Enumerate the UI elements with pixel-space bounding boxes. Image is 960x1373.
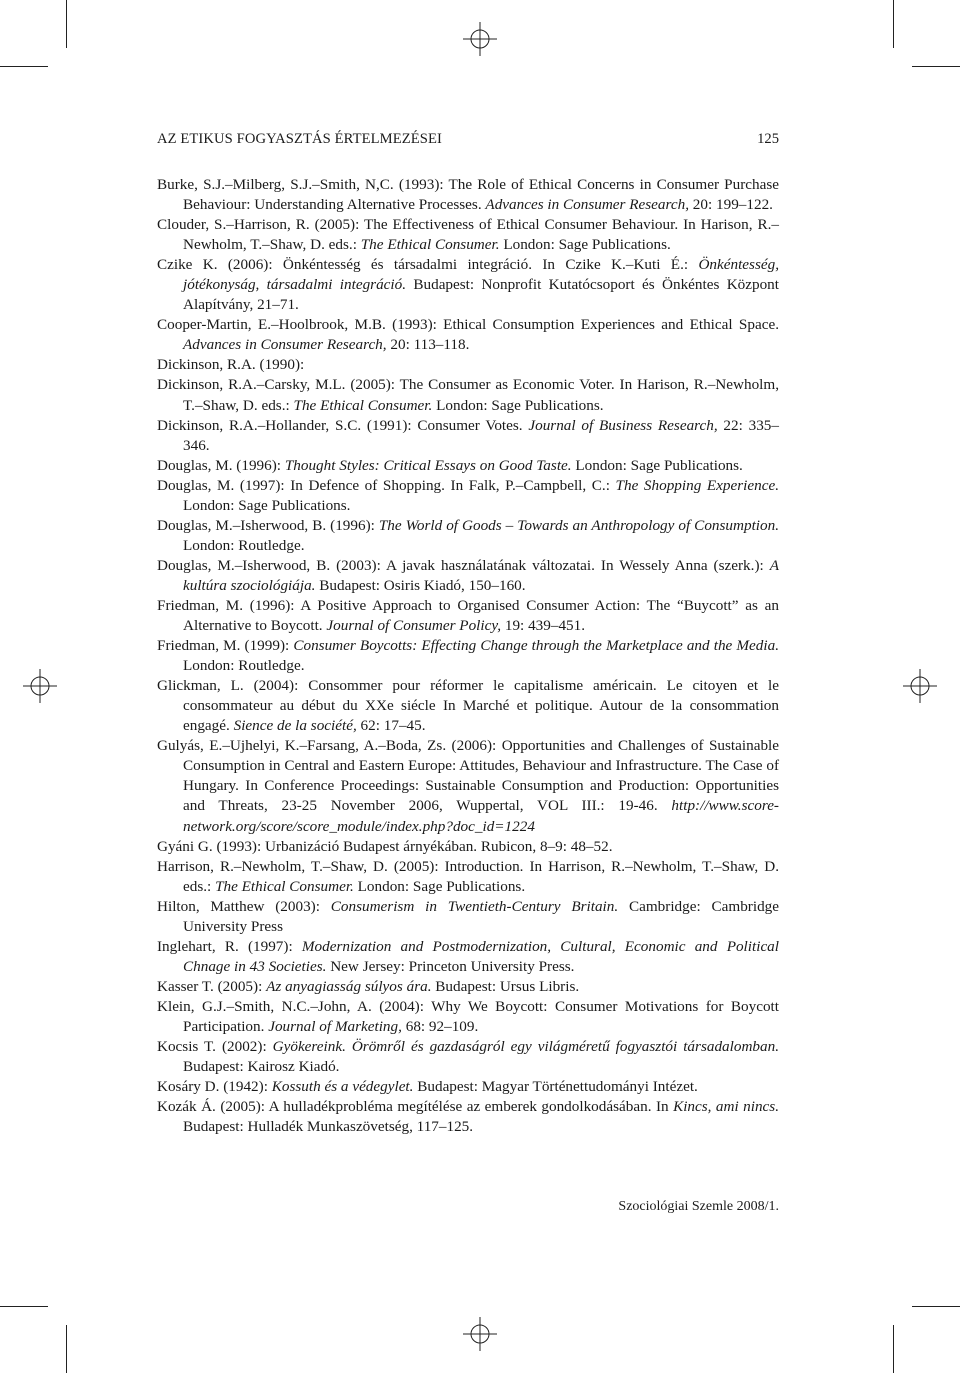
reference-entry: [157, 315, 779, 355]
reference-entry: [157, 556, 779, 596]
reference-text: Kasser T. (2005):: [157, 977, 267, 995]
running-header-title: AZ ETIKUS FOGYASZTÁS ÉRTELMEZÉSEI: [157, 131, 442, 147]
reference-entry: [157, 897, 779, 937]
reference-text: 62: 17–45.: [356, 717, 426, 735]
reference-text: Czike K. (2006): Önkéntesség és társadalmi integráció. In Czike K.–Kuti É.:: [157, 256, 699, 274]
reference-entry: [157, 997, 779, 1037]
reference-italic-title: Sience de la société,: [233, 717, 357, 735]
reference-entry: [157, 676, 779, 736]
reference-entry: [157, 977, 779, 997]
reference-italic-title: The Ethical Consumer.: [293, 396, 433, 414]
reference-text: 19: 439–451.: [501, 617, 586, 635]
crop-mark-bottom-left-vertical: [66, 1325, 67, 1373]
reference-text: 68: 92–109.: [401, 1017, 479, 1035]
reference-text: London: Routledge.: [183, 536, 305, 554]
crop-mark-top-right-horizontal: [912, 66, 960, 67]
reference-italic-title: Consumer Boycotts: Effecting Change through the Marketplace and the Media.: [293, 637, 779, 655]
reference-text: Hilton, Matthew (2003):: [157, 897, 331, 915]
reference-entry: [157, 476, 779, 516]
reference-text: Budapest: Nonprofit Kutatócsoport és Önkéntes Központ Alapítvány, 21–71.: [183, 276, 779, 314]
reference-text: 20: 113–118.: [386, 336, 470, 354]
reference-italic-title: The World of Goods – Towards an Anthropology of Consumption.: [378, 516, 779, 534]
reference-italic-title: Journal of Marketing,: [268, 1017, 402, 1035]
reference-entry: [157, 937, 779, 977]
reference-italic-title: The Ethical Consumer.: [360, 236, 500, 254]
reference-entry: [157, 837, 779, 857]
registration-mark-right-icon: [903, 669, 937, 703]
registration-mark-left-icon: [23, 669, 57, 703]
reference-text: Budapest: Ursus Libris.: [431, 977, 580, 995]
reference-text: Friedman, M. (1996): A Positive Approach to Organised Consumer Action: The “Buycott” as an Alternative to Boycott.: [157, 596, 779, 635]
reference-text: Inglehart, R. (1997):: [157, 937, 302, 955]
reference-text: 22: 335–346.: [183, 416, 779, 454]
reference-text: Dickinson, R.A.–Hollander, S.C. (1991): Consumer Votes.: [157, 416, 529, 434]
reference-entry: [157, 636, 779, 676]
reference-entry: [157, 375, 779, 415]
crop-mark-top-left-vertical: [66, 0, 67, 48]
reference-text: London: Sage Publications.: [353, 877, 526, 895]
reference-text: Gyáni G. (1993): Urbanizáció Budapest árnyékában. Rubicon, 8–9: 48–52.: [157, 837, 613, 855]
reference-italic-title: Journal of Consumer Policy,: [326, 617, 502, 635]
page-number: 125: [757, 131, 779, 147]
reference-text: Dickinson, R.A.–Carsky, M.L. (2005): The Consumer as Economic Voter. In Harison, R.–Newholm, T.–Shaw, D. eds.:: [157, 376, 779, 414]
reference-text: Budapest: Kairosz Kiadó.: [183, 1058, 340, 1076]
reference-italic-title: The Ethical Consumer.: [215, 877, 354, 895]
reference-text: Gulyás, E.–Ujhelyi, K.–Farsang, A.–Boda, Zs. (2006): Opportunities and Challenges of Sustainable Consumption in Central and Eastern Europe: Attitudes, Behaviour and Infrastructure. The Case of Hungary. In Conference Proceedings: Sustainable Consumption and Production: Opportunities and Threats, 23-25 November 2006, Wuppertal, VOL III.: 19-46.: [157, 737, 779, 815]
reference-entry: [157, 857, 779, 897]
reference-text: Clouder, S.–Harrison, R. (2005): The Effectiveness of Ethical Consumer Behaviour. In Harison, R.–Newholm, T.–Shaw, D. eds.:: [157, 216, 779, 254]
reference-entry: [157, 1077, 779, 1097]
reference-text: Budapest: Hulladék Munkaszövetség, 117–125.: [183, 1118, 474, 1136]
reference-italic-title: A kultúra szociológiája.: [183, 556, 779, 594]
reference-text: Kocsis T. (2002):: [157, 1038, 273, 1056]
crop-mark-top-right-vertical: [893, 0, 894, 48]
reference-italic-title: Önkéntesség, jótékonyság, társadalmi integráció.: [183, 256, 779, 294]
reference-italic-title: Journal of Business Research,: [528, 416, 718, 434]
reference-entry: [157, 516, 779, 556]
reference-italic-title: Advances in Consumer Research,: [183, 336, 387, 354]
crop-mark-bottom-right-horizontal: [912, 1306, 960, 1307]
reference-entry: [157, 175, 779, 215]
reference-text: Douglas, M.–Isherwood, B. (2003): A javak használatának változatai. In Wessely Anna (szerk.):: [157, 556, 770, 574]
reference-entry: [157, 596, 779, 636]
reference-text: Harrison, R.–Newholm, T.–Shaw, D. (2005): Introduction. In Harrison, R.–Newholm, T.–Shaw, D. eds.:: [157, 857, 779, 895]
reference-entry: [157, 456, 779, 476]
reference-italic-title: Thought Styles: Critical Essays on Good Taste.: [284, 456, 572, 474]
reference-text: London: Sage Publications.: [499, 236, 671, 254]
reference-italic-title: Advances in Consumer Research,: [485, 196, 689, 214]
registration-mark-top-icon: [463, 22, 497, 56]
crop-mark-bottom-left-horizontal: [0, 1306, 48, 1307]
reference-text: Cambridge: Cambridge University Press: [183, 897, 779, 935]
reference-text: Cooper-Martin, E.–Hoolbrook, M.B. (1993): Ethical Consumption Experiences and Ethical Space.: [157, 316, 779, 334]
registration-mark-bottom-icon: [463, 1317, 497, 1351]
reference-text: Budapest: Magyar Történettudományi Intézet.: [413, 1078, 698, 1096]
crop-mark-bottom-right-vertical: [893, 1325, 894, 1373]
reference-text: Kosáry D. (1942):: [157, 1078, 272, 1096]
reference-text: Douglas, M.–Isherwood, B. (1996):: [157, 516, 379, 534]
reference-text: Glickman, L. (2004): Consommer pour réformer le capitalisme américain. Le citoyen et le consommateur au début du XXe siécle In Marché et politique. Autour de la consommation engagé.: [157, 677, 779, 735]
reference-text: 20: 199–122.: [689, 196, 773, 214]
reference-text: Burke, S.J.–Milberg, S.J.–Smith, N,C. (1993): The Role of Ethical Concerns in Consumer Purchase Behaviour: Understanding Alternative Processes.: [157, 176, 779, 214]
reference-italic-title: Az anyagiasság súlyos ára.: [266, 977, 432, 995]
reference-italic-title: Kossuth és a védegylet.: [271, 1078, 414, 1096]
reference-text: Klein, G.J.–Smith, N.C.–John, A. (2004): Why We Boycott: Consumer Motivations for Boycott Participation.: [157, 997, 779, 1035]
reference-entry: [157, 215, 779, 255]
reference-list: [157, 175, 779, 1137]
reference-text: Douglas, M. (1997): In Defence of Shopping. In Falk, P.–Campbell, C.:: [157, 476, 616, 494]
reference-text: Budapest: Osiris Kiadó, 150–160.: [315, 576, 526, 594]
reference-text: London: Sage Publications.: [183, 496, 351, 514]
reference-text: London: Routledge.: [183, 657, 305, 675]
reference-entry: [157, 355, 779, 375]
reference-italic-title: Gyökereink. Örömről és gazdaságról egy világméretű fogyasztói társadalomban.: [272, 1038, 779, 1056]
reference-italic-title: The Shopping Experience.: [615, 476, 779, 494]
reference-entry: [157, 736, 779, 836]
reference-entry: [157, 1037, 779, 1077]
reference-text: New Jersey: Princeton University Press.: [326, 957, 575, 975]
reference-text: London: Sage Publications.: [571, 456, 743, 474]
reference-entry: [157, 1097, 779, 1137]
reference-text: Dickinson, R.A. (1990):: [157, 356, 305, 374]
reference-text: Douglas, M. (1996):: [157, 456, 285, 474]
reference-text: Kozák Á. (2005): A hulladékprobléma megítélése az emberek gondolkodásában. In: [157, 1098, 674, 1116]
reference-italic-title: Modernization and Postmodernization, Cultural, Economic and Political Chnage in 43 Societies.: [183, 937, 779, 975]
reference-entry: [157, 255, 779, 315]
reference-italic-title: Kincs, ami nincs.: [673, 1098, 780, 1116]
crop-mark-top-left-horizontal: [0, 66, 48, 67]
reference-entry: [157, 416, 779, 456]
journal-footer: Szociológiai Szemle 2008/1.: [618, 1199, 779, 1214]
reference-text: Friedman, M. (1999):: [157, 637, 294, 655]
reference-italic-title: Consumerism in Twentieth-Century Britain.: [330, 897, 619, 915]
reference-text: London: Sage Publications.: [432, 396, 604, 414]
reference-italic-title: http://www.score-network.org/score/score_module/index.php?doc_id=1224: [183, 797, 779, 835]
running-header: [157, 131, 779, 151]
